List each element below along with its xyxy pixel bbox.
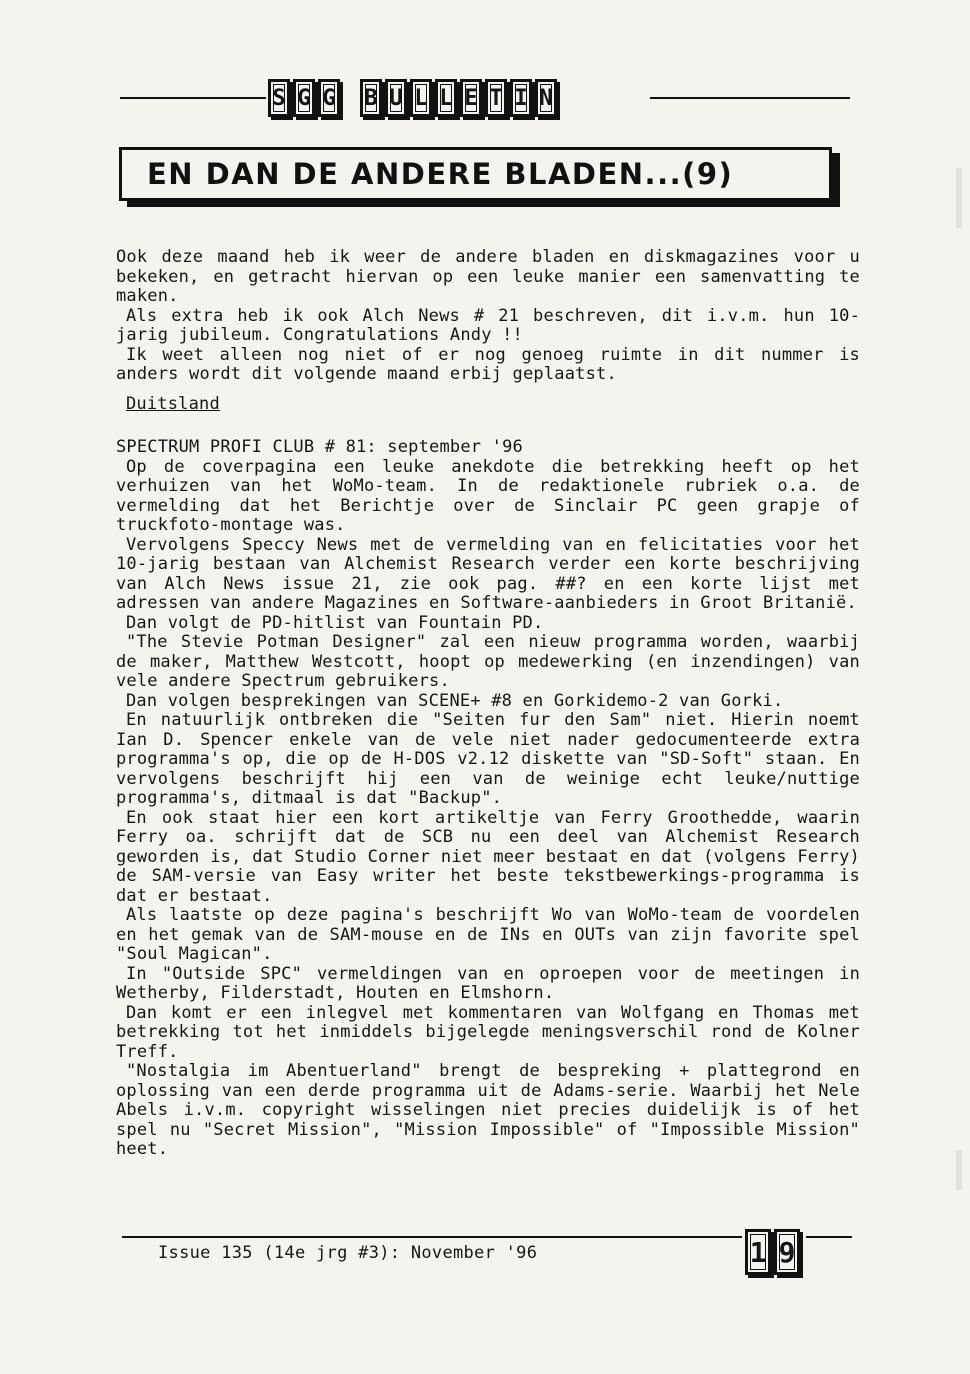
intro-paragraph: Ik weet alleen nog niet of er nog genoeg ruimte in dit nummer is anders wordt dit volgende maand erbij geplaatst. [116, 344, 860, 384]
page-number-digit: 1 [745, 1229, 771, 1275]
masthead-letter: U [385, 79, 407, 117]
page-number [745, 1229, 800, 1275]
margin-bleed-mark [956, 168, 962, 228]
body-paragraph: En ook staat hier een kort artikeltje van Ferry Groothedde, waarin Ferry oa. schrijft dat de SCB nu een deel van Alchemist Research geworden is, dat Studio Corner niet meer bestaat en dat (volgens Ferry) de SAM-versie van Easy writer het beste tekstbewerkings-programma is dat er bestaat. [116, 807, 860, 906]
body-paragraph: In "Outside SPC" vermeldingen van en oproepen voor de meetingen in Wetherby, Filderstadt, Houten en Elmshorn. [116, 963, 860, 1003]
footer-issue: Issue 135 (14e jrg #3): November '96 [158, 1243, 538, 1263]
body-paragraph: Als laatste op deze pagina's beschrijft Wo van WoMo-team de voordelen en het gemak van de SAM-mouse en de INs en OUTs van zijn favorite spel "Soul Magican". [116, 905, 860, 964]
intro-paragraph: Ook deze maand heb ik weer de andere bladen en diskmagazines voor u bekeken, en getracht hiervan op een leuke manier een samenvatting te maken. [116, 247, 860, 306]
article-title: EN DAN DE ANDERE BLADEN...(9) [147, 157, 734, 191]
masthead-letter: B [360, 79, 382, 117]
article-title-box [119, 147, 832, 201]
masthead-rule-left [120, 97, 266, 99]
masthead-letter: G [293, 79, 315, 117]
body-paragraph: "Nostalgia im Abentuerland" brengt de bespreking + plattegrond en oplossing van een derde programma uit de Adams-serie. Waarbij het Nele Abels i.v.m. copyright wisselingen niet precies duidelijk is of het spel nu "Secret Mission", "Mission Impossible" of "Impossible Mission" heet. [116, 1061, 860, 1159]
body-paragraph: "The Stevie Potman Designer" zal een nieuw programma worden, waarbij de maker, Matthew Westcott, hoopt op medewerking (en inzendingen) van vele andere Spectrum gebruikers. [116, 632, 860, 691]
page-number-digit: 9 [774, 1229, 800, 1275]
body-paragraph: En natuurlijk ontbreken die "Seiten fur den Sam" niet. Hierin noemt Ian D. Spencer enkele van de vele niet nader gedocumenteerde extra programma's op, die op de H-DOS v2.12 diskette van "SD-Soft" staan. En vervolgens beschrijft hij een van de weinige echt leuke/nuttige programma's, ditmaal is dat "Backup". [116, 710, 860, 808]
footer-rule-right [806, 1236, 852, 1238]
masthead-letter: L [410, 79, 432, 117]
section-heading: Duitsland [126, 393, 220, 414]
masthead-word-bulletin [360, 79, 557, 117]
masthead-letter: N [535, 79, 557, 117]
body-paragraph: Op de coverpagina een leuke anekdote die betrekking heeft op het verhuizen van het WoMo-team. In de redaktionele rubriek o.a. de vermelding dat het Berichtje over de Sinclair PC geen grapje of truckfoto-montage was. [116, 456, 860, 535]
intro-paragraph: Als extra heb ik ook Alch News # 21 beschreven, dit i.v.m. hun 10-jarig jubileum. Congratulations Andy !! [116, 305, 860, 345]
body-paragraph: Dan volgt de PD-hitlist van Fountain PD. [126, 612, 544, 633]
margin-bleed-mark [956, 1150, 962, 1190]
masthead-rule-right [650, 97, 850, 99]
body-paragraph: Dan volgen besprekingen van SCENE+ #8 en Gorkidemo-2 van Gorki. [126, 690, 784, 711]
masthead-letter: E [460, 79, 482, 117]
footer-rule [122, 1236, 742, 1238]
masthead-word-sgg [268, 79, 340, 117]
masthead-letter: I [510, 79, 532, 117]
masthead-letter: T [485, 79, 507, 117]
masthead-letter: L [435, 79, 457, 117]
article-body [116, 248, 860, 1160]
magazine-title: SPECTRUM PROFI CLUB # 81: september '96 [116, 437, 523, 457]
body-paragraph: Dan komt er een inlegvel met kommentaren van Wolfgang en Thomas met betrekking tot het inmiddels bijgelegde meningsverschil rond de Kolner Treff. [116, 1002, 860, 1062]
masthead-letter: S [268, 79, 290, 117]
body-paragraph: Vervolgens Speccy News met de vermelding van en felicitaties voor het 10-jarig bestaan van Alchemist Research verder een korte beschrijving van Alch News issue 21, zie ook pag. ##? en een korte lijst met adressen van andere Magazines en Software-aanbieders in Groot Britanië. [116, 534, 860, 613]
masthead-letter: G [318, 79, 340, 117]
masthead [268, 79, 557, 117]
